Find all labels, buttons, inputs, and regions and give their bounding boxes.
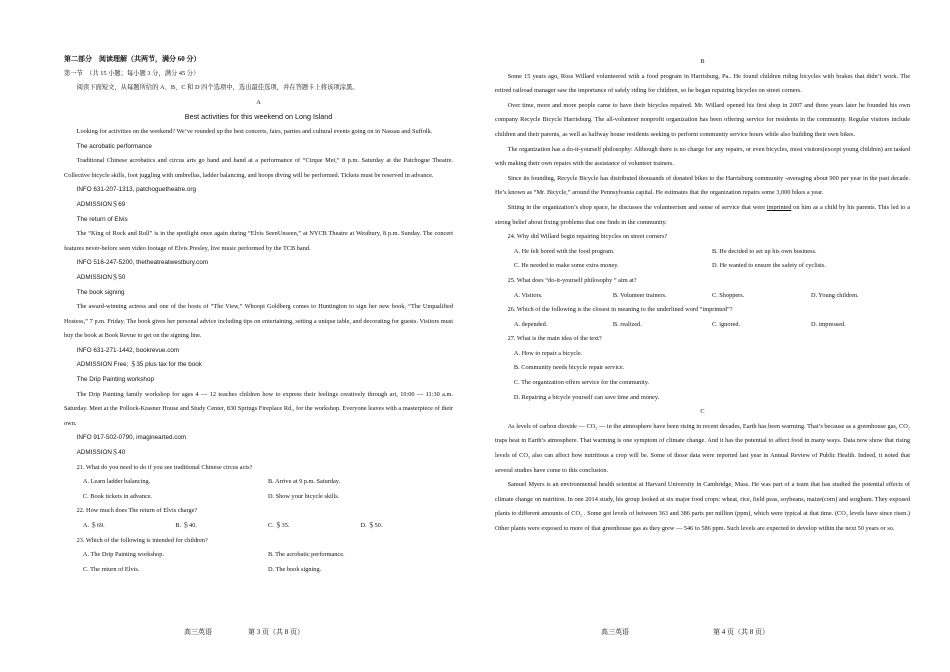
passage-b-paragraph: Some 15 years ago, Ross Willard volunteered with a food program in Harrisburg, Pa.. He found children riding bicycles with brakes that didn’t work. The retired railroad manager saw the importance of safely riding for children, so he began repairing bicycles on street corners.: [495, 72, 910, 95]
answer-option: A. ＄69.: [82, 522, 105, 529]
event-description: The award-winning actress and one of the hosts of “The View,” Whoopi Goldberg comes to Huntington to sign her new book, “The Unqualified Hostess,” 7 p.m. Friday. The book gives her personal advice including tips on entertaining, setting a unique table, and decorating for guests. Visitors must buy the book at Book Revue to get on the signing line.: [64, 303, 453, 340]
text-run: Sitting in the organization’s shop space, he discusses the volunteerism and sense of service that were: [507, 203, 767, 211]
event-info: INFO 516-247-5200, thetheatreatwestbury.com: [76, 259, 209, 267]
page-3-column: [64, 52, 453, 577]
text-run: on him as a child by his parents. This led to a strong belief about fixing problems that one finds in the community.: [495, 203, 911, 226]
answer-option: C. ignored.: [711, 320, 741, 328]
passage-b-last-paragraph: [495, 201, 910, 230]
underlined-word: imprinted: [766, 203, 792, 211]
event-admission: ADMISSION Free; ＄35 plus tax for the book: [76, 361, 202, 369]
answer-option: C. ＄35.: [267, 522, 290, 529]
answer-option: B. Arrive at 9 p.m. Saturday.: [267, 478, 341, 486]
answer-option: C. Book tickets in advance.: [82, 492, 153, 500]
event-heading: The return of Elvis: [76, 215, 128, 223]
answer-option: D. He wanted to ensure the safety of cyclists.: [711, 262, 826, 270]
event-heading: The acrobatic performance: [76, 142, 152, 150]
answer-options: [495, 289, 910, 304]
answer-option: A. How to repair a bicycle.: [513, 349, 583, 357]
answer-option: D. The book signing.: [267, 565, 322, 573]
answer-option: B. He decided to set up his own business.: [711, 247, 817, 255]
answer-option: A. Learn ladder balancing.: [82, 478, 151, 486]
questions-a: [64, 461, 453, 578]
passage-a-title: Best activities for this weekend on Long Island: [184, 112, 333, 122]
passage-b-paragraph: The organization has a do-it-yourself philosophy: Although there is no charge for any repairs, or even bicycles, most visitors(except young children) are tasked with making their own repairs with the assistance of volunteer trainers.: [495, 145, 910, 168]
part-title: 第二部分 阅读理解（共两节，满分 60 分）: [64, 55, 201, 63]
section-title: 第一节 （共 15 小题；每小题 3 分，满分 45 分）: [64, 69, 200, 77]
event-admission: ADMISSION＄50: [76, 273, 126, 281]
answer-option: D. Young children.: [810, 291, 859, 299]
event-admission: ADMISSION＄69: [76, 200, 126, 208]
passage-c-letter: C: [700, 408, 705, 416]
footer-page-number: 第 4 页（共 8 页）: [713, 628, 769, 636]
answer-option: B. Community needs bicycle repair service.: [513, 364, 625, 372]
answer-options: [495, 318, 910, 333]
passage-c-paragraph-1: As levels of carbon dioxide — CO₂ — in the atmosphere have been rising in recent decades, Earth has been warming. That’s because as a greenhouse gas, CO₂ traps heat in Earth’s atmosphere. That warming is one symptom of climate change. And it has the potential to affect food in many ways. Data now show that rising levels of CO₂ also can affect how nutritious a crop will be. Some of those data were reported last year in Annual Review of Public Health. Indeed, it noted that several studies have come to this conclusion.: [495, 422, 910, 474]
answer-options: [64, 475, 453, 504]
exam-page-4: [475, 0, 950, 672]
event-description: Traditional Chinese acrobatics and circus arts go hand and hand at a performance of “Cirque Mei,” 8 p.m. Saturday at the Patchogue Theatre. Collective bicycle skills, foot juggling with umbrellas, ladder balancing, and hoops diving will be performed. Tickets must be reserved in advance.: [64, 157, 453, 179]
passage-b-paragraph: Over time, more and more people came to have their bicycles repaired. Mr. Willard opened his first shop in 2007 and three years later he founded his own company Recycle Bicycle Harrisburg. The all-volunteer nonprofit organization has been offering service for residents in the community. Regular visitors include children and their parents, as well as halfway house residents seeking to perform community service hours while also building their own bikes.: [495, 101, 910, 138]
answer-option: A. He felt bored with the food program.: [513, 247, 615, 255]
answer-option: B. Volunteer trainers.: [612, 291, 667, 299]
answer-options: [64, 548, 453, 577]
footer-subject: 高三英语: [601, 628, 629, 636]
event-heading: The book signing: [76, 288, 125, 296]
event-list: [64, 140, 453, 461]
answer-options: [64, 519, 453, 534]
question-stem: 25. What does “do-it-yourself philosophy ” aim at?: [507, 276, 637, 284]
answer-option: C. He needed to make some extra money.: [513, 262, 619, 270]
question-stem: 26. Which of the following is the closest in meaning to the underlined word “imprinted”?: [507, 306, 733, 314]
answer-option: D. impressed.: [810, 320, 846, 328]
page-4-column: [495, 55, 910, 537]
questions-b: [495, 230, 910, 405]
answer-option: D. ＄50.: [360, 522, 383, 529]
passage-b-paragraph: Since its founding, Recycle Bicycle has distributed thousands of donated bikes to the Harrisburg community -averaging about 900 per year in the past decade. He’s known as “Mr. Bicycle,” around the Pennsylvania capital. He estimates that the organization repairs some 3,000 bikes a year.: [495, 174, 910, 197]
answer-option: B. The acrobatic performance.: [267, 551, 345, 559]
answer-options: [495, 245, 910, 274]
answer-option: C. The return of Elvis.: [82, 565, 140, 573]
question-stem: 22. How much does The return of Elvis charge?: [76, 507, 198, 515]
event-heading: The Drip Painting workshop: [76, 376, 154, 384]
event-info: INFO 917-502-0790, imaginearted.com: [76, 434, 187, 442]
question-stem: 27. What is the main idea of the text?: [507, 335, 602, 343]
passage-a-intro: Looking for activities on the weekend? We’ve rounded up the best concerts, fairs, parties and cultural events going on in Nassau and Suffolk.: [76, 127, 433, 135]
passage-b-letter: B: [700, 58, 705, 65]
event-description: The “King of Rock and Roll” is in the spotlight once again during “Elvis SeenUnseen,” at NYCB Theatre at Westbury, 8 p.m. Sunday. The concert features never-before seen video footage of Elvis Presley, live music performed by the TCB band.: [64, 230, 453, 252]
question-stem: 24. Why did Willard begin repairing bicycles on street corners?: [507, 233, 668, 241]
answer-option: A. depended.: [513, 320, 548, 328]
question-stem: 23. Which of the following is intended for children?: [76, 536, 208, 544]
passage-c-paragraph-2: Samuel Myers is an environmental health scientist at Harvard University in Cambridge, Mass. He was part of a team that has studied the potential effects of climate change on nutrition. In one 2014 study, his group looked at six major food crops: wheat, rice, field peas, soybeans, maize(corn) and sorghum. They exposed plants to different amounts of CO₂ . Some got levels of between 363 and 386 parts per million (ppm), which were typical at that time. (CO₂ levels have since risen.) Other plants were exposed to more of that greenhouse gas as they grew — 546 to 586 ppm. Such levels are expected to develop within the next 50 years or so.: [495, 481, 910, 532]
passage-b-body: [495, 70, 910, 201]
footer-page-number: 第 3 页（共 8 页）: [248, 628, 304, 636]
event-description: The Drip Painting family workshop for ages 4 — 12 teaches children how to express their feelings creatively through art, 10:00 — 11:30 a.m. Saturday. Meet at the Pollock-Krasner House and Study Center, 830 Springs Fireplace Rd., for the workshop. Everyone leaves with a masterpiece of their own.: [64, 390, 453, 427]
answer-option: B. realized.: [612, 320, 642, 328]
event-info: INFO 631-207-1313, patchoguetheatre.org: [76, 186, 196, 194]
event-info: INFO 631-271-1442, bookrevue.com: [76, 346, 180, 354]
answer-option: C. Shoppers.: [711, 291, 745, 299]
passage-a-letter: A: [256, 98, 261, 106]
question-stem: 21. What do you need to do if you see traditional Chinese circus acts?: [76, 463, 253, 471]
instruction: 阅读下面短文，从每题所给的 A、B、C 和 D 四个选项中，选出最佳选项，并在答题卡上将该项涂黑。: [76, 84, 359, 92]
answer-option: D. Show your bicycle skills.: [267, 492, 340, 500]
event-admission: ADMISSION＄40: [76, 449, 126, 457]
footer-subject: 高三英语: [184, 628, 212, 636]
answer-option: B. ＄40.: [175, 522, 197, 529]
answer-option: A. The Drip Painting workshop.: [82, 551, 164, 559]
answer-option: C. The organization offers service for the community.: [513, 379, 650, 387]
answer-option: A. Visitors.: [513, 291, 543, 299]
answer-option: D. Repairing a bicycle yourself can save time and money.: [513, 393, 660, 401]
